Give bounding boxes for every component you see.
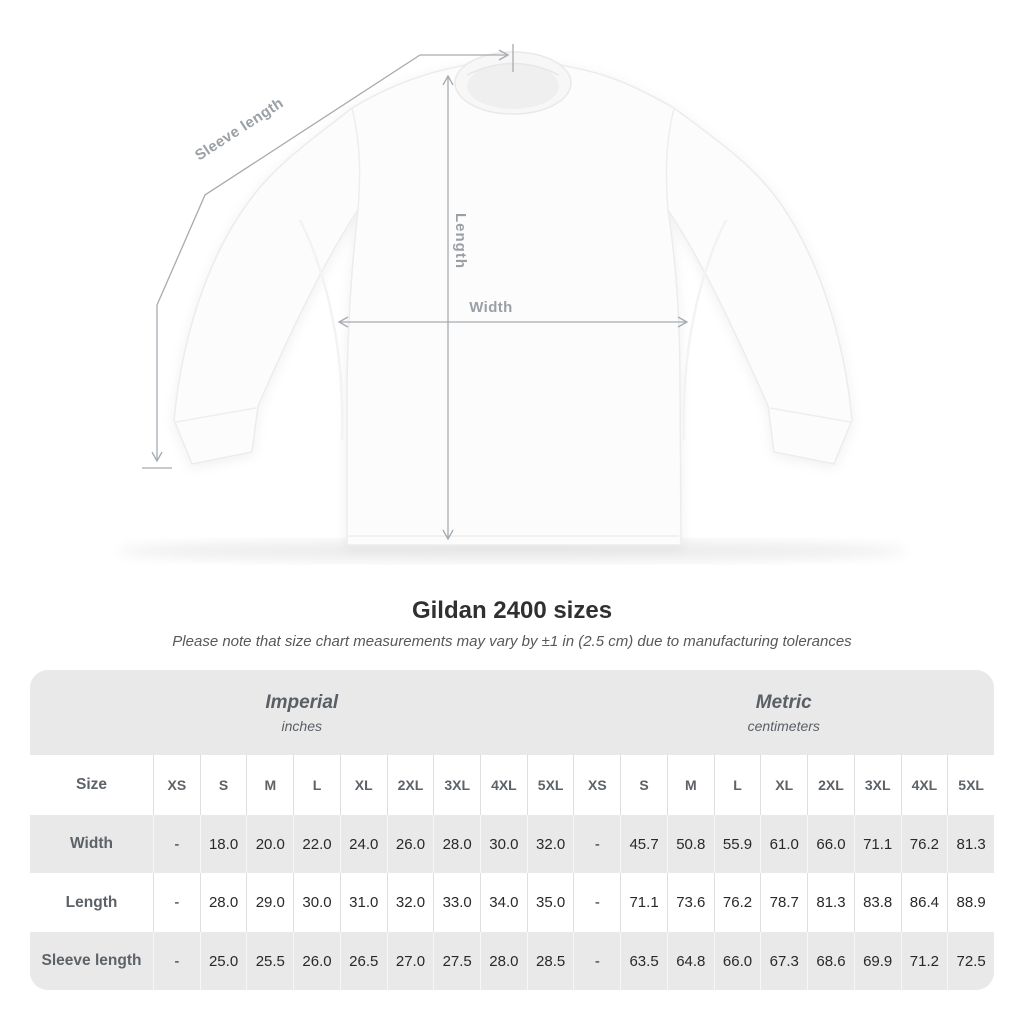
measurement-cell: 73.6 <box>667 873 714 932</box>
measurement-cell: 50.8 <box>667 815 714 873</box>
measurement-cell: 81.3 <box>947 815 994 873</box>
measurement-cell: - <box>153 873 200 932</box>
measurement-cell: - <box>573 932 620 990</box>
measurement-cell: 28.0 <box>480 932 527 990</box>
size-col-header: 5XL <box>947 755 994 815</box>
measurement-cell: 66.0 <box>714 932 761 990</box>
measurement-cell: 31.0 <box>340 873 387 932</box>
measurement-cell: - <box>153 932 200 990</box>
measurement-cell: 29.0 <box>246 873 293 932</box>
size-col-header: XL <box>340 755 387 815</box>
measurement-cell: 28.5 <box>527 932 574 990</box>
measurement-cell: 67.3 <box>760 932 807 990</box>
size-col-header: 4XL <box>901 755 948 815</box>
size-col-header: S <box>200 755 247 815</box>
size-table <box>30 670 994 990</box>
imperial-group-header <box>30 692 574 734</box>
size-header-row <box>30 755 994 815</box>
size-col-header: 3XL <box>854 755 901 815</box>
measurement-cell: 32.0 <box>527 815 574 873</box>
measurement-cell: 76.2 <box>901 815 948 873</box>
measurement-cell: - <box>573 873 620 932</box>
size-col-header: M <box>667 755 714 815</box>
row-label: Width <box>70 835 113 852</box>
table-row-sleeve-length <box>30 932 994 990</box>
size-col-header: 5XL <box>527 755 574 815</box>
measurement-cell: 71.1 <box>854 815 901 873</box>
measurement-cell: 68.6 <box>807 932 854 990</box>
metric-group-header <box>574 692 995 734</box>
measurement-cell: 32.0 <box>387 873 434 932</box>
measurement-cell: 45.7 <box>620 815 667 873</box>
measurement-cell: - <box>153 815 200 873</box>
measurement-cell: 30.0 <box>480 815 527 873</box>
size-col-header: 4XL <box>480 755 527 815</box>
measurement-cell: 64.8 <box>667 932 714 990</box>
measurement-cell: 27.5 <box>433 932 480 990</box>
imperial-unit-label: inches <box>281 717 322 734</box>
measurement-cell: 61.0 <box>760 815 807 873</box>
measurement-cell: 78.7 <box>760 873 807 932</box>
measurement-cell: 55.9 <box>714 815 761 873</box>
metric-label: Metric <box>755 691 812 713</box>
measurement-cell: 71.2 <box>901 932 948 990</box>
measurement-cell: 72.5 <box>947 932 994 990</box>
measurement-cell: 83.8 <box>854 873 901 932</box>
measurement-cell: 69.9 <box>854 932 901 990</box>
size-col-header: 2XL <box>387 755 434 815</box>
imperial-label: Imperial <box>265 691 339 713</box>
row-label: Sleeve length <box>41 952 142 969</box>
page-title: Gildan 2400 sizes <box>411 597 613 624</box>
size-col-header: S <box>620 755 667 815</box>
measurement-cell: 20.0 <box>246 815 293 873</box>
measurement-cell: 86.4 <box>901 873 948 932</box>
measurement-cell: 28.0 <box>200 873 247 932</box>
metric-unit-label: centimeters <box>747 717 820 734</box>
length-measure-label: Length <box>452 213 469 269</box>
size-col-header: XL <box>760 755 807 815</box>
tolerance-note: Please note that size chart measurements may vary by ±1 in (2.5 cm) due to manufacturing tolerances <box>172 633 852 650</box>
measurement-cell: 26.0 <box>293 932 340 990</box>
size-col-header: XS <box>573 755 620 815</box>
measurement-cell: 71.1 <box>620 873 667 932</box>
width-measure-label: Width <box>469 299 513 316</box>
measurement-cell: 88.9 <box>947 873 994 932</box>
measurement-cell: 35.0 <box>527 873 574 932</box>
measurement-cell: 81.3 <box>807 873 854 932</box>
table-row-length <box>30 873 994 932</box>
measurement-cell: 27.0 <box>387 932 434 990</box>
measurement-cell: 25.0 <box>200 932 247 990</box>
table-row-width <box>30 815 994 873</box>
measurement-cell: 18.0 <box>200 815 247 873</box>
measurement-cell: - <box>573 815 620 873</box>
measurement-cell: 30.0 <box>293 873 340 932</box>
sleeve-length-measure-label: Sleeve length <box>192 94 287 165</box>
measurement-cell: 25.5 <box>246 932 293 990</box>
size-col-header: XS <box>153 755 200 815</box>
measurement-cell: 22.0 <box>293 815 340 873</box>
measurement-cell: 26.5 <box>340 932 387 990</box>
measurement-cell: 33.0 <box>433 873 480 932</box>
size-col-header: 2XL <box>807 755 854 815</box>
size-col-header: M <box>246 755 293 815</box>
measurement-cell: 24.0 <box>340 815 387 873</box>
size-col-header: 3XL <box>433 755 480 815</box>
measurement-cell: 26.0 <box>387 815 434 873</box>
row-label: Length <box>65 893 118 911</box>
measurement-cell: 34.0 <box>480 873 527 932</box>
measurement-cell: 66.0 <box>807 815 854 873</box>
size-row-label: Size <box>75 776 107 793</box>
measurement-cell: 28.0 <box>433 815 480 873</box>
measurement-cell: 76.2 <box>714 873 761 932</box>
size-col-header: L <box>293 755 340 815</box>
size-col-header: L <box>714 755 761 815</box>
measurement-cell: 63.5 <box>620 932 667 990</box>
unit-header-row <box>30 670 994 755</box>
